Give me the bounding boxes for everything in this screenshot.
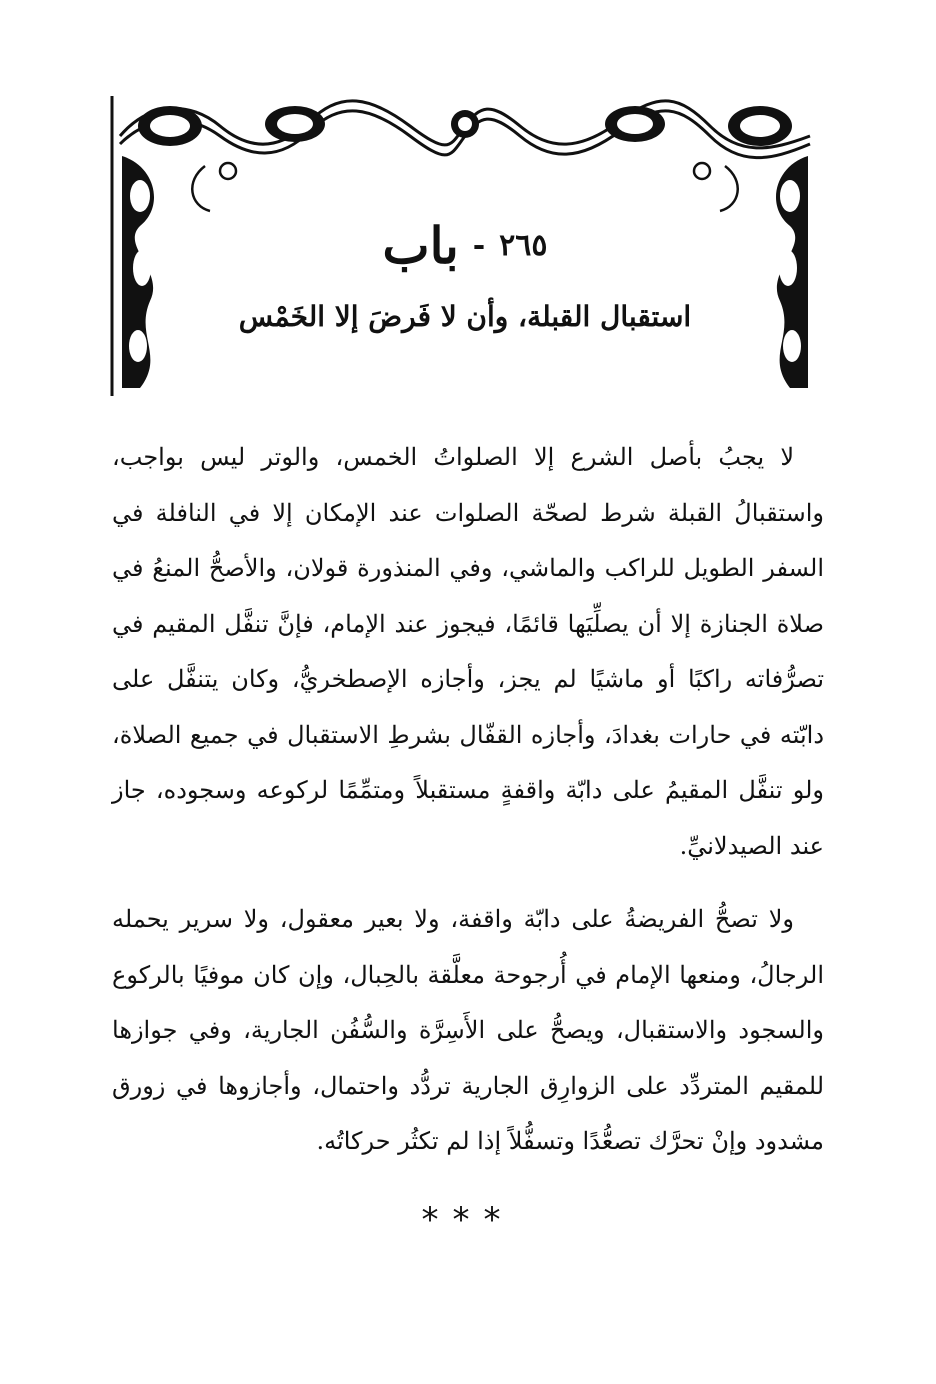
paragraph: ولا تصحُّ الفريضةُ على دابّة واقفة، ولا بعير معقول، ولا سرير يحمله الرجالُ، ومنعها الإمام في أُرجوحة معلَّقة بالحِبال، وإن كان موفيًا بالركوع والسجود والاستقبال، ويصحُّ على الأَسِرَّة والسُّفُن الجارية، وفي جوازها للمقيم المتردِّد على الزوارِق الجارية تردُّد واحتمال، وأجازوها في زورق مشدود وإنْ تحرَّك تصعُّدًا وتسفُّلاً إذا لم تكثُر حركاتُه. — [112, 905, 824, 1155]
chapter-header-frame — [110, 96, 820, 396]
body-text — [112, 430, 824, 1170]
section-separator: *** — [421, 1200, 515, 1240]
paragraph: لا يجبُ بأصل الشرع إلا الصلواتُ الخمس، والوتر ليس بواجب، واستقبالُ القبلة شرط لصحّة الصلوات عند الإمكان إلا في النافلة في السفر الطويل للراكب والماشي، وفي المنذورة قولان، والأصحُّ المنعُ في صلاة الجنازة إلا أن يصلِّيَها قائمًا، فيجوز عند الإمام، فإنَّ تنفَّل المقيم في تصرُّفاته راكبًا أو ماشيًا لم يجز، وأجازه الإصطخريُّ، وكان يتنفَّل على دابّته في حارات بغدادَ، وأجازه القفّال بشرطِ الاستقبال في جميع الصلاة، ولو تنفَّل المقيمُ على دابّة واقفةٍ مستقبلاً ومتمِّمًا لركوعه وسجوده، جاز عند الصيدلانيِّ. — [112, 443, 825, 860]
chapter-number: ٢٦٥ — [499, 228, 548, 263]
chapter-heading — [110, 216, 820, 276]
chapter-dash: - — [472, 228, 486, 263]
chapter-word: باب — [382, 216, 459, 275]
chapter-title: استقبال القبلة، وأن لا فَرضَ إلا الخَمْس — [238, 300, 692, 333]
